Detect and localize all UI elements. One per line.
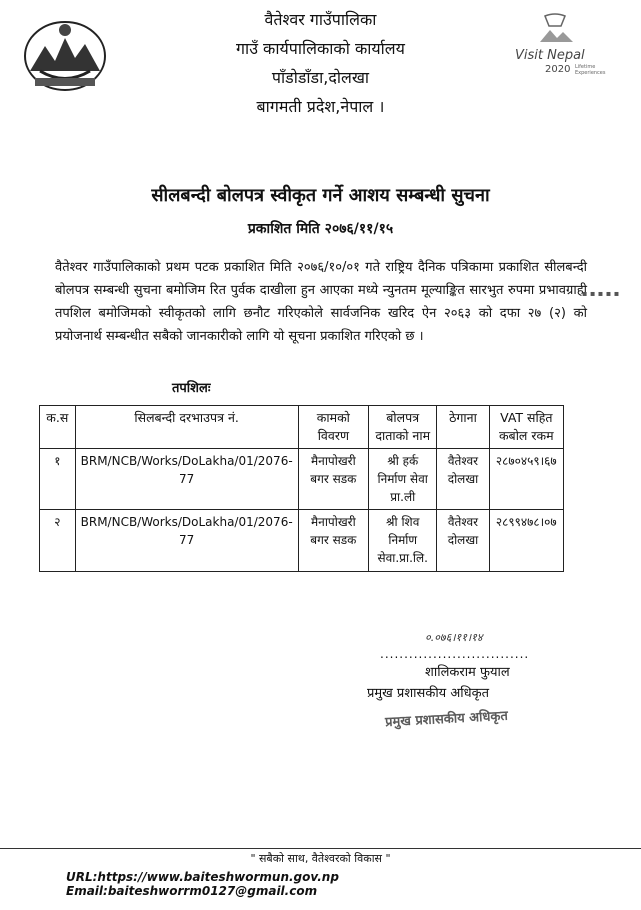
header-province: बागमती प्रदेश,नेपाल । [256,97,385,116]
cell-sn: २ [40,510,76,572]
visit-nepal-year: 2020 [545,64,571,75]
header-work: कामको विवरण [298,406,368,449]
header-sn: क.स [40,406,76,449]
cell-work: मैनापोखरी बगर सडक [298,510,368,572]
details-label: तपशिलः [172,381,211,396]
header-office: गाउँ कार्यपालिकाको कार्यालय [236,39,405,58]
cell-ref: BRM/NCB/Works/DoLakha/01/2076-77 [75,449,298,510]
footer-motto: " सबैको साथ, वैतेश्वरको विकास " [250,852,391,865]
signatory-title: प्रमुख प्रशासकीय अधिकृत [367,686,490,701]
header-municipality: वैतेश्वर गाउँपालिका [264,10,377,29]
table-row [40,510,564,572]
website-link[interactable]: URL:https://www.baiteshwormun.gov.np [66,870,339,884]
cell-ref: BRM/NCB/Works/DoLakha/01/2076-77 [75,510,298,572]
notice-body: वैतेश्वर गाउँपालिकाको प्रथम पटक प्रकाशित मिति २०७६/१०/०१ गते राष्ट्रिय दैनिक पत्रिकामा प्रकाशित सीलबन्दी बोलपत्र सम्बन्धी सुचना बमोजिम रित पुर्वक दाखीला हुन आएका मध्ये न्युनतम मूल्याङ्कित सारभुत रुपमा प्रभावग्राही तपशिल बमोजिमको स्वीकृतको लागि छनौट गरिएकोले सार्वजनिक खरिद ऐन २०६३ को दफा २७ (२) को प्रयोजनार्थ सम्बन्धीत सबैको जानकारीको लागि यो सूचना प्रकाशित गरिएको छ । [55,260,587,344]
header-address: ठेगाना [437,406,489,449]
header-bidder: बोलपत्र दाताको नाम [369,406,437,449]
published-date: प्रकाशित मिति २०७६/११/१५ [247,221,394,237]
cell-address: वैतेश्वर दोलखा [437,510,489,572]
signature-scribble: ०.०७६।११।१४ [425,631,483,644]
table-row [40,449,564,510]
footer-divider [0,848,641,849]
cell-amount: २८७०४५९।६७ [489,449,563,510]
cell-work: मैनापोखरी बगर सडक [298,449,368,510]
cell-bidder: श्री हर्क निर्माण सेवा प्रा.ली [369,449,437,510]
visit-nepal-subtitle: Lifetime Experiences [575,64,606,76]
table-header-row [40,406,564,449]
cell-sn: १ [40,449,76,510]
bid-table [39,405,564,572]
notice-title: सीलबन्दी बोलपत्र स्वीकृत गर्ने आशय सम्बन्धी सुचना [151,185,490,206]
email-link[interactable]: Email:baiteshworrm0127@gmail.com [66,884,318,898]
signatory-name: शालिकराम फुयाल [425,665,510,680]
cell-amount: २८९९४७८।०७ [489,510,563,572]
header-location: पाँडोडाँडा,दोलखा [271,68,370,87]
cell-bidder: श्री शिव निर्माण सेवा.प्रा.लि. [369,510,437,572]
visit-nepal-text: Visit Nepal [515,48,585,63]
header-amount: VAT सहित कबोल रकम [489,406,563,449]
footer-contacts [66,870,641,898]
cell-address: वैतेश्वर दोलखा [437,449,489,510]
signature-dots: ............................... [380,647,530,661]
side-mark: ▪ ▪ ▪ ▪ ▪ [582,289,620,298]
header-ref: सिलबन्दी दरभाउपत्र नं. [75,406,298,449]
official-stamp: प्रमुख प्रशासकीय अधिकृत [384,708,509,731]
